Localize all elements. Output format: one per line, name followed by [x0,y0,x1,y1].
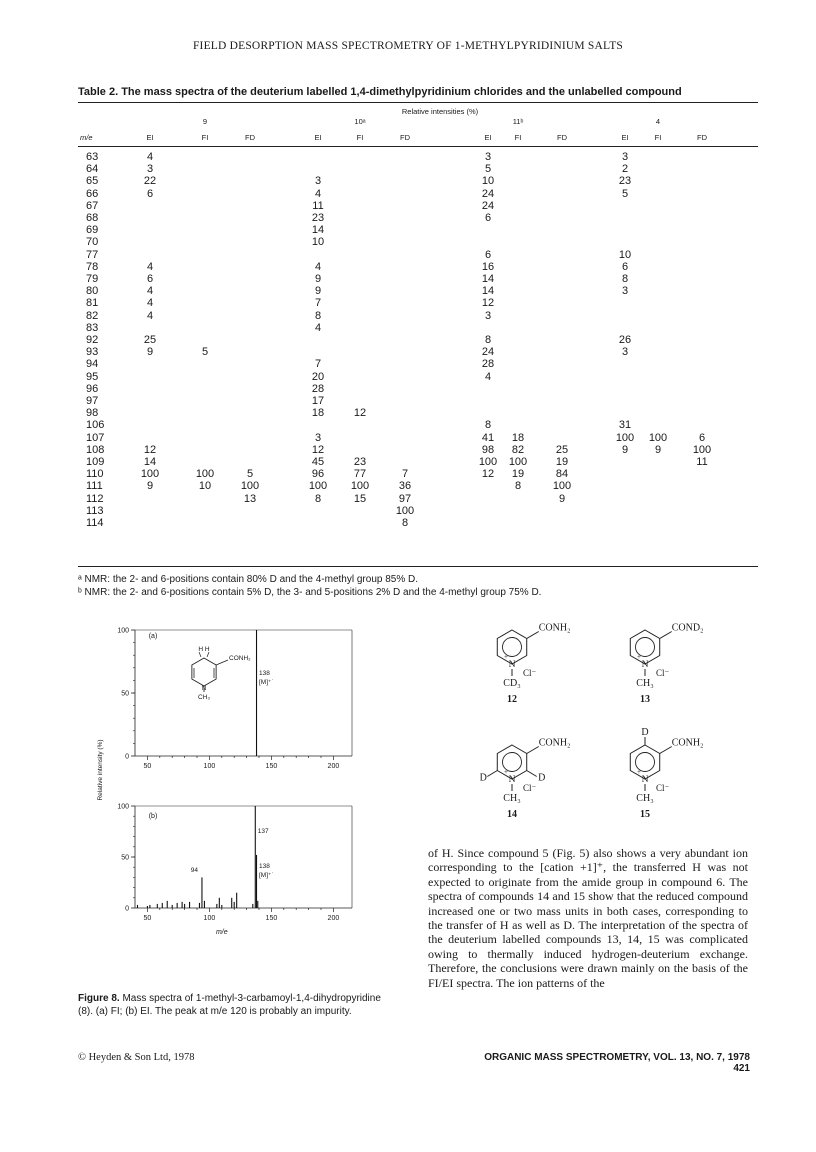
compound-13-substituent-bond [660,632,672,639]
table-cell: 4 [146,297,154,310]
table-cell: 14 [481,273,495,285]
ion-label-a: [M]⁺˙ [259,679,274,686]
subheader-9: EI [621,133,629,142]
table-cell: 8 [514,480,522,493]
compound-12-substituent-bond [527,632,539,639]
subheader-4: FI [356,133,364,142]
panel-a-label: (a) [148,633,158,640]
compound-header-3: 4 [655,117,661,126]
compound-14-substituent-label: CONH₂ [538,737,571,749]
body-paragraph: of H. Since compound 5 (Fig. 5) also shows a very abundant ion corresponding to the [cation +1]⁺, the transferred H was not expected to originate from the amide group in compound 6. The spectra of compounds 14 and 15 show that the reduced compound increased one or two mass units in both cases, corresponding to the transfer of H as well as D. The interpretation of the spectra of the deuterium labelled compounds 13, 14, 15 was complicated owing to thermally induced hydrogen-deuterium exchange. Therefore, the conclusions were drawn mainly on the basis of the FI/EI spectra. The ion patterns of the [428,846,748,990]
table-cell: 8 [314,492,322,505]
table-cell: 3 [621,285,629,298]
table-cell: 6 [146,187,154,200]
table-cell: 17 [311,395,325,407]
inset-ring [192,658,216,686]
compound-15-ring [630,745,659,779]
compound-14-d2-bond [527,771,537,777]
table-cell: 8 [484,334,492,346]
table-cell: 26 [618,334,632,346]
table-cell: 3 [484,151,492,163]
subheader-11: FD [697,133,707,142]
table-cell: 100 [308,480,328,493]
table-cell: 100 [240,480,260,493]
x-tick-label: 100 [203,915,216,922]
compound-15-n-substituent-label: CH₃ [636,793,654,804]
table-cell: 98 [481,443,495,456]
table-row-mz: 77 [86,248,99,261]
table-cell: 4 [146,260,154,273]
table-cell: 4 [314,260,322,273]
footer-journal-name: ORGANIC MASS SPECTROMETRY, VOL. 13, NO. 7, 1978 [484,1052,750,1063]
table-cell: 20 [311,370,325,383]
compound-13-number: 13 [640,694,650,705]
table-cell: 11 [696,456,708,468]
table-cell: 97 [398,492,412,505]
table-cell: 4 [146,285,154,298]
table-cell: 84 [555,468,569,481]
compound-13-substituent-label: COND₂ [671,622,704,634]
table-cell: 10 [311,236,325,249]
compound-15-substituent-label: CONH₂ [671,737,704,749]
table-cell: 3 [314,431,322,444]
peak-label-137: 137 [257,828,269,835]
compound-15-plus-label: + [637,768,641,776]
subheader-6: EI [484,133,492,142]
table-row-mz: 70 [86,236,99,249]
table-row-mz: 109 [86,456,105,468]
compound-14-d2-label: D [538,772,546,784]
subheader-0: EI [146,133,154,142]
compound-14-number: 14 [507,809,517,820]
subheader-7: FI [514,133,522,142]
compound-structures [470,615,760,845]
table-header-rule [78,146,758,147]
compound-13-plus-label: + [637,653,641,661]
inset-ch3-label: CH₃ [197,694,211,701]
table-row-mz: 106 [86,419,105,432]
table-cell: 12 [311,443,325,456]
table-cell: 4 [314,321,322,334]
compound-14-anion-label: Cl⁻ [523,783,537,793]
panel-b-label: (b) [148,813,158,820]
table-row-mz: 83 [86,321,99,334]
table-cell: 2 [621,163,629,176]
table-cell: 100 [195,468,215,481]
table-bottom-rule [78,566,758,567]
table-cell: 6 [698,431,706,444]
y-tick-label: 50 [121,690,129,698]
x-tick-label: 150 [265,763,278,770]
table-cell: 14 [311,224,325,237]
caption-text: Mass spectra of 1-methyl-3-carbamoyl-1,4-dihydropyridine (8). (a) FI; (b) EI. The peak at m/e 120 is probably an impurity. [78,993,381,1017]
table-cell: 100 [140,468,160,481]
table-row-mz: 65 [86,175,99,188]
x-axis-label: m/e [215,929,228,936]
table-cell: 8 [484,419,492,432]
table-cell: 23 [311,212,325,224]
compound-14-plus-label: + [504,768,508,776]
compound-12-n-label: N [508,660,516,670]
compound-structures-svg [470,615,760,840]
table-cell: 7 [314,358,322,371]
table-cell: 23 [353,456,367,468]
compound-12-n-substituent-label: CD₃ [503,678,521,689]
compound-15-d4-label: D [641,727,649,738]
subheader-10: FI [654,133,662,142]
x-tick-label: 50 [143,915,152,922]
table-cell: 45 [311,456,325,468]
table-cell: 7 [401,468,409,481]
table-row-mz: 95 [86,370,99,383]
table-cell: 100 [552,480,572,493]
compound-15-number: 15 [640,809,650,820]
mz-header: m/e [80,133,93,142]
x-tick-label: 50 [143,763,152,770]
subheader-1: FI [201,133,209,142]
table-row-mz: 114 [86,517,104,529]
table-row-mz: 92 [86,334,99,346]
x-tick-label: 100 [203,763,216,770]
x-tick-label: 200 [327,763,340,770]
table-cell: 3 [621,346,629,359]
table-cell: 9 [314,273,322,285]
table-cell: 77 [353,468,367,481]
peak-label-138: 138 [259,670,270,677]
x-tick-label: 150 [265,915,278,922]
table-row-mz: 63 [86,151,99,163]
compound-12-ring [497,630,526,664]
table-row-mz: 108 [86,443,105,456]
table-cell: 4 [146,151,154,163]
footer-copyright: © Heyden & Son Ltd, 1978 [78,1052,195,1063]
table-cell: 10 [481,175,495,188]
table-cell: 4 [484,370,492,383]
inset-substituent-bond [216,660,228,665]
figure-caption [78,993,398,1018]
table-cell: 24 [481,346,495,359]
table-cell: 11 [312,199,324,212]
table-cell: 3 [314,175,322,188]
table-cell: 4 [314,187,322,200]
compound-15-n-label: N [641,775,649,785]
compound-14-substituent-bond [527,747,539,754]
table-cell: 10 [618,248,632,261]
table-cell: 14 [143,456,157,468]
table-cell: 28 [311,382,325,395]
table-row-mz: 113 [86,504,104,517]
table-row-mz: 112 [86,492,104,505]
table-cell: 8 [401,517,409,529]
table-cell: 9 [621,443,629,456]
table-cell: 31 [618,419,632,432]
compound-13-ring [630,630,659,664]
table-cell: 24 [481,199,495,212]
y-tick-label: 50 [121,854,129,862]
table-cell: 6 [484,248,492,261]
table-cell: 3 [146,163,154,176]
table-row-mz: 110 [86,468,104,481]
table-row-mz: 107 [86,431,105,444]
table-cell: 12 [481,297,495,310]
compound-12-anion-label: Cl⁻ [523,668,537,678]
table-cell: 6 [484,212,492,224]
table-cell: 82 [511,443,525,456]
table-cell: 9 [146,346,154,359]
y-tick-label: 0 [125,905,129,913]
table-row-mz: 68 [86,212,99,224]
table-cell: 100 [395,504,415,517]
table-cell: 100 [615,431,635,444]
table-row-mz: 98 [86,407,99,420]
table-cell: 5 [621,187,629,200]
running-head: FIELD DESORPTION MASS SPECTROMETRY OF 1-METHYLPYRIDINIUM SALTS [192,40,624,52]
table-row-mz: 96 [86,382,99,395]
page-number: 421 [733,1063,750,1074]
compound-12-plus-label: + [504,653,508,661]
table-row-mz: 82 [86,309,99,322]
table-cell: 3 [621,151,629,163]
table-cell: 9 [146,480,154,493]
table-cell: 16 [481,260,495,273]
y-tick-label: 100 [117,627,129,635]
compound-13-anion-label: Cl⁻ [656,668,670,678]
table-cell: 7 [314,297,322,310]
table-cell: 12 [143,443,157,456]
subheader-5: FD [400,133,410,142]
table-cell: 9 [314,285,322,298]
table-cell: 18 [511,431,525,444]
table-cell: 100 [648,431,668,444]
table-row-mz: 79 [86,273,99,285]
table-row-mz: 69 [86,224,99,237]
table-cell: 100 [478,456,498,468]
subheader-3: EI [314,133,322,142]
compound-14-ring [497,745,526,779]
table-cell: 100 [508,456,528,468]
table-row-mz: 78 [86,260,99,273]
table-row-mz: 94 [86,358,99,371]
table-cell: 5 [246,468,254,481]
y-axis-label: Relative intensity (%) [97,739,104,801]
table-row-mz: 97 [86,395,99,407]
table-row-mz: 81 [86,297,99,310]
table-cell: 36 [398,480,412,493]
table-row-mz: 66 [86,187,99,200]
table-cell: 6 [621,260,629,273]
compound-15-substituent-bond [660,747,672,754]
table-cell: 12 [481,468,495,481]
subheader-8: FD [557,133,567,142]
table-row-mz: 93 [86,346,99,359]
table-cell: 100 [692,443,712,456]
y-tick-label: 0 [125,753,129,761]
table-cell: 41 [481,431,495,444]
table-cell: 8 [621,273,629,285]
compound-12-number: 12 [507,694,517,705]
compound-header-0: 9 [202,117,208,126]
inset-n-label: N [201,685,207,692]
compound-12-substituent-label: CONH₂ [538,622,571,634]
inset-hh-label: H H [198,646,210,653]
table-cell: 23 [618,175,632,188]
table-cell: 5 [484,163,492,176]
table-top-rule [78,102,758,103]
table-cell: 10 [198,480,212,493]
table-cell: 24 [481,187,495,200]
compound-13-n-substituent-label: CH₃ [636,678,654,689]
compound-13-n-label: N [641,660,649,670]
table-cell: 28 [481,358,495,371]
table-cell: 96 [311,468,325,481]
table-cell: 6 [146,273,154,285]
peak-label-138-b: 138 [259,863,270,870]
figure-8-spectra [80,620,410,960]
peak-label-94: 94 [190,867,198,874]
compound-14-d6-bond [487,771,497,777]
table-cell: 19 [555,456,569,468]
ion-label-b: [M]⁺˙ [259,872,274,879]
table-cell: 22 [143,175,157,188]
table-cell: 25 [143,334,157,346]
footnote-a: ᵃ NMR: the 2- and 6-positions contain 80% D and the 4-methyl group 85% D. [78,574,419,585]
table-cell: 19 [511,468,525,481]
caption-label: Figure 8. [78,993,120,1004]
compound-14-n-label: N [508,775,516,785]
x-tick-label: 200 [327,915,340,922]
table-cell: 14 [481,285,495,298]
table-row-mz: 67 [86,199,99,212]
compound-14-n-substituent-label: CH₃ [503,793,521,804]
table-cell: 25 [555,443,569,456]
compound-15-anion-label: Cl⁻ [656,783,670,793]
table-cell: 18 [311,407,325,420]
table-cell: 15 [353,492,367,505]
table-cell: 100 [350,480,370,493]
table-cell: 4 [146,309,154,322]
table-row-mz: 111 [86,480,103,493]
table-row-mz: 80 [86,285,99,298]
table-cell: 9 [558,492,566,505]
table-title: Table 2. The mass spectra of the deuterium labelled 1,4-dimethylpyridinium chlorides and the unlabelled compound [78,86,682,98]
footer-journal [480,1052,750,1074]
subheader-2: FD [245,133,255,142]
table-cell: 9 [654,443,662,456]
compound-header-1: 10ᵃ [354,117,366,126]
table-cell: 5 [201,346,209,359]
compound-14-d6-label: D [479,772,487,784]
compound-header-2: 11ᵇ [512,117,524,126]
table-row-mz: 64 [86,163,99,176]
table-cell: 8 [314,309,322,322]
y-tick-label: 100 [117,803,129,811]
inset-conh2-label: CONH₂ [229,655,251,662]
table-cell: 13 [243,492,257,505]
table-cell: 3 [484,309,492,322]
table-cell: 12 [353,407,367,420]
group-header: Relative intensities (%) [401,107,479,116]
footnote-b: ᵇ NMR: the 2- and 6-positions contain 5% D, the 3- and 5-positions 2% D and the 4-methyl group 75% D. [78,587,542,598]
